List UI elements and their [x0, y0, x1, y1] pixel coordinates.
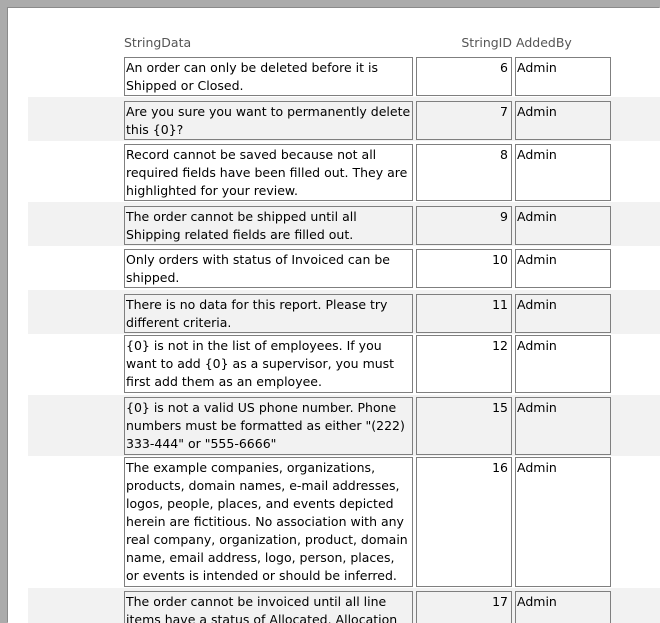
- report-row: [28, 395, 660, 456]
- added-by-cell: Admin: [515, 294, 611, 333]
- string-data-cell: The example companies, organizations, products, domain names, e-mail addresses, logos, people, places, and events depicted herein are fictitious. No association with any real company, organization, product, domain name, email address, logo, person, places, or events is intended or should be inferred.: [124, 457, 413, 587]
- report-page: [8, 8, 660, 623]
- string-id-cell: 7: [416, 101, 512, 140]
- string-id-cell: 11: [416, 294, 512, 333]
- string-data-cell: {0} is not in the list of employees. If you want to add {0} as a supervisor, you must first add them as an employee.: [124, 335, 413, 393]
- report-row: [28, 456, 660, 588]
- string-id-cell: 8: [416, 144, 512, 201]
- report-row: [28, 290, 660, 334]
- string-data-cell: There is no data for this report. Please try different criteria.: [124, 294, 413, 333]
- added-by-cell: Admin: [515, 591, 611, 623]
- string-data-cell: Record cannot be saved because not all required fields have been filled out. They are highlighted for your review.: [124, 144, 413, 201]
- header-added-by: AddedBy: [516, 35, 572, 50]
- report-row: [28, 588, 660, 623]
- header-string-data: StringData: [124, 35, 192, 50]
- string-id-cell: 12: [416, 335, 512, 393]
- report-row: [28, 202, 660, 246]
- string-id-cell: 16: [416, 457, 512, 587]
- header-string-id: StringID: [461, 35, 512, 50]
- report-row: [28, 53, 660, 97]
- report-row: [28, 141, 660, 202]
- report-row: [28, 334, 660, 395]
- added-by-cell: Admin: [515, 144, 611, 201]
- report-row: [28, 97, 660, 141]
- added-by-cell: Admin: [515, 249, 611, 288]
- string-data-cell: {0} is not a valid US phone number. Phone numbers must be formatted as either "(222) 333-444" or "555-6666": [124, 397, 413, 455]
- added-by-cell: Admin: [515, 397, 611, 455]
- string-id-cell: 10: [416, 249, 512, 288]
- string-id-cell: 15: [416, 397, 512, 455]
- string-data-cell: The order cannot be shipped until all Shipping related fields are filled out.: [124, 206, 413, 245]
- string-data-cell: The order cannot be invoiced until all line items have a status of Allocated. Allocation: [124, 591, 413, 623]
- added-by-cell: Admin: [515, 206, 611, 245]
- string-id-cell: 17: [416, 591, 512, 623]
- added-by-cell: Admin: [515, 457, 611, 587]
- string-data-cell: Only orders with status of Invoiced can be shipped.: [124, 249, 413, 288]
- string-id-cell: 6: [416, 57, 512, 96]
- added-by-cell: Admin: [515, 101, 611, 140]
- added-by-cell: Admin: [515, 57, 611, 96]
- string-data-cell: An order can only be deleted before it is Shipped or Closed.: [124, 57, 413, 96]
- added-by-cell: Admin: [515, 335, 611, 393]
- string-data-cell: Are you sure you want to permanently delete this {0}?: [124, 101, 413, 140]
- string-id-cell: 9: [416, 206, 512, 245]
- report-row: [28, 246, 660, 290]
